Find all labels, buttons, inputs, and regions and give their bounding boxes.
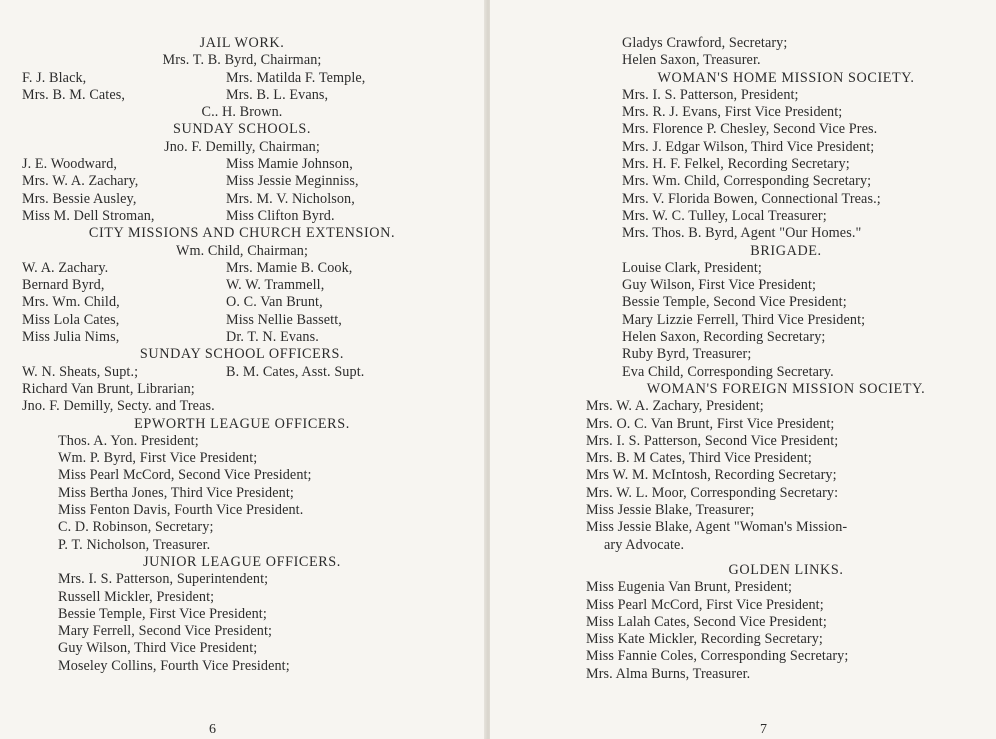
epworth-line: Miss Pearl McCord, Second Vice President; [58, 467, 312, 484]
womans-home-line: Mrs. W. C. Tulley, Local Treasurer; [622, 207, 827, 224]
epworth-line: Wm. P. Byrd, First Vice President; [58, 450, 258, 467]
junior-league-heading: JUNIOR LEAGUE OFFICERS. [143, 553, 341, 570]
member: Miss Jessie Meginniss, [226, 173, 359, 190]
member: Mrs. M. V. Nicholson, [226, 190, 355, 207]
womans-home-line: Mrs. Florence P. Chesley, Second Vice Pres. [622, 121, 878, 138]
junior-line: Moseley Collins, Fourth Vice President; [58, 657, 290, 674]
officers-row [22, 364, 462, 381]
womans-foreign-heading: WOMAN'S FOREIGN MISSION SOCIETY. [646, 380, 926, 397]
sunday-schools-row [22, 208, 462, 225]
member: Miss Lola Cates, [22, 311, 120, 328]
member: Mrs. W. A. Zachary, [22, 173, 139, 190]
member: Miss Julia Nims, [22, 329, 120, 346]
member: Mrs. Matilda F. Temple, [226, 69, 366, 86]
junior-line: Russell Mickler, President; [58, 588, 215, 605]
womans-home-line: Mrs. J. Edgar Wilson, Third Vice President; [622, 138, 875, 155]
continued-line: Helen Saxon, Treasurer. [622, 52, 761, 69]
brigade-line: Mary Lizzie Ferrell, Third Vice President; [622, 311, 866, 328]
jail-work-row [22, 70, 462, 87]
city-missions-row [22, 312, 462, 329]
womans-foreign-line: Mrs. I. S. Patterson, Second Vice President; [586, 432, 839, 449]
member: W. W. Trammell, [226, 277, 325, 294]
jail-work-chair: Mrs. T. B. Byrd, Chairman; [162, 52, 322, 69]
member: Mrs. B. L. Evans, [226, 86, 329, 103]
member: Mrs. B. M. Cates, [22, 86, 125, 103]
member: J. E. Woodward, [22, 156, 118, 173]
epworth-line: P. T. Nicholson, Treasurer. [58, 536, 211, 553]
junior-line: Mrs. I. S. Patterson, Superintendent; [58, 571, 269, 588]
womans-foreign-line: Mrs W. M. McIntosh, Recording Secretary; [586, 467, 837, 484]
left-page [0, 0, 486, 739]
city-missions-heading: CITY MISSIONS AND CHURCH EXTENSION. [88, 225, 396, 242]
brigade-line: Louise Clark, President; [622, 259, 762, 276]
sunday-schools-heading: SUNDAY SCHOOLS. [172, 121, 312, 138]
left-page-text [22, 35, 462, 675]
jail-work-heading: JAIL WORK. [199, 35, 285, 51]
sunday-schools-chair: Jno. F. Demilly, Chairman; [164, 138, 320, 155]
epworth-line: Miss Bertha Jones, Third Vice President; [58, 484, 294, 501]
epworth-line: Thos. A. Yon. President; [58, 432, 199, 449]
member: Dr. T. N. Evans. [226, 329, 319, 346]
right-page [490, 0, 996, 739]
womans-foreign-line: Mrs. W. A. Zachary, President; [586, 398, 764, 415]
city-missions-row [22, 329, 462, 346]
member: Bernard Byrd, [22, 277, 105, 294]
sunday-school-officers-heading: SUNDAY SCHOOL OFFICERS. [139, 346, 345, 363]
officer-line: Richard Van Brunt, Librarian; [22, 380, 195, 397]
member: Miss M. Dell Stroman, [22, 207, 155, 224]
womans-home-line: Mrs. R. J. Evans, First Vice President; [622, 104, 843, 121]
page-number: 7 [760, 722, 767, 737]
member: Miss Nellie Bassett, [226, 311, 342, 328]
womans-foreign-line: Mrs. B. M Cates, Third Vice President; [586, 450, 812, 467]
member: F. J. Black, [22, 69, 87, 86]
sunday-schools-row [22, 191, 462, 208]
womans-home-line: Mrs. Wm. Child, Corresponding Secretary; [622, 173, 872, 190]
junior-line: Mary Ferrell, Second Vice President; [58, 623, 273, 640]
member: Mrs. Wm. Child, [22, 294, 120, 311]
member: O. C. Van Brunt, [226, 294, 323, 311]
member: Miss Clifton Byrd. [226, 207, 335, 224]
city-missions-chair: Wm. Child, Chairman; [175, 242, 309, 259]
golden-links-line: Miss Fannie Coles, Corresponding Secretary; [586, 648, 849, 665]
golden-links-line: Miss Pearl McCord, First Vice President; [586, 596, 824, 613]
city-missions-row [22, 277, 462, 294]
womans-home-heading: WOMAN'S HOME MISSION SOCIETY. [657, 69, 915, 86]
jail-work-last: C.. H. Brown. [201, 104, 283, 121]
city-missions-row [22, 260, 462, 277]
sunday-schools-row [22, 156, 462, 173]
golden-links-line: Miss Eugenia Van Brunt, President; [586, 579, 793, 596]
epworth-line: Miss Fenton Davis, Fourth Vice President. [58, 502, 304, 519]
epworth-line: C. D. Robinson, Secretary; [58, 519, 214, 536]
junior-line: Bessie Temple, First Vice President; [58, 605, 267, 622]
officer-line: Jno. F. Demilly, Secty. and Treas. [22, 398, 215, 415]
continued-line: Gladys Crawford, Secretary; [622, 35, 788, 51]
brigade-line: Bessie Temple, Second Vice President; [622, 294, 847, 311]
member: W. A. Zachary. [22, 259, 109, 276]
member: Miss Mamie Johnson, [226, 156, 353, 173]
brigade-line: Helen Saxon, Recording Secretary; [622, 329, 826, 346]
brigade-line: Guy Wilson, First Vice President; [622, 277, 817, 294]
womans-home-line: Mrs. V. Florida Bowen, Connectional Treas.; [622, 190, 881, 207]
sunday-schools-row [22, 173, 462, 190]
womans-foreign-line: Mrs. W. L. Moor, Corresponding Secretary: [586, 484, 839, 501]
member: Mrs. Mamie B. Cook, [226, 259, 353, 276]
womans-foreign-line: ary Advocate. [604, 536, 685, 553]
right-page-text [586, 35, 986, 683]
womans-foreign-line: Miss Jessie Blake, Agent "Woman's Mission- [586, 519, 848, 536]
golden-links-heading: GOLDEN LINKS. [728, 561, 844, 578]
womans-foreign-line: Miss Jessie Blake, Treasurer; [586, 502, 755, 519]
brigade-heading: BRIGADE. [750, 242, 822, 259]
womans-home-line: Mrs. Thos. B. Byrd, Agent "Our Homes." [622, 225, 862, 242]
womans-foreign-line: Mrs. O. C. Van Brunt, First Vice President; [586, 415, 835, 432]
officer-line: W. N. Sheats, Supt.; [22, 363, 139, 380]
womans-home-line: Mrs. I. S. Patterson, President; [622, 86, 799, 103]
golden-links-line: Miss Lalah Cates, Second Vice President; [586, 613, 827, 630]
womans-home-line: Mrs. H. F. Felkel, Recording Secretary; [622, 156, 850, 173]
brigade-line: Ruby Byrd, Treasurer; [622, 346, 752, 363]
junior-line: Guy Wilson, Third Vice President; [58, 640, 258, 657]
golden-links-line: Miss Kate Mickler, Recording Secretary; [586, 631, 823, 648]
officer-line: B. M. Cates, Asst. Supt. [226, 363, 365, 380]
city-missions-row [22, 294, 462, 311]
member: Mrs. Bessie Ausley, [22, 190, 137, 207]
brigade-line: Eva Child, Corresponding Secretary. [622, 363, 834, 380]
page-number: 6 [209, 722, 216, 737]
epworth-heading: EPWORTH LEAGUE OFFICERS. [134, 415, 350, 432]
jail-work-row [22, 87, 462, 104]
golden-links-line: Mrs. Alma Burns, Treasurer. [586, 665, 751, 682]
